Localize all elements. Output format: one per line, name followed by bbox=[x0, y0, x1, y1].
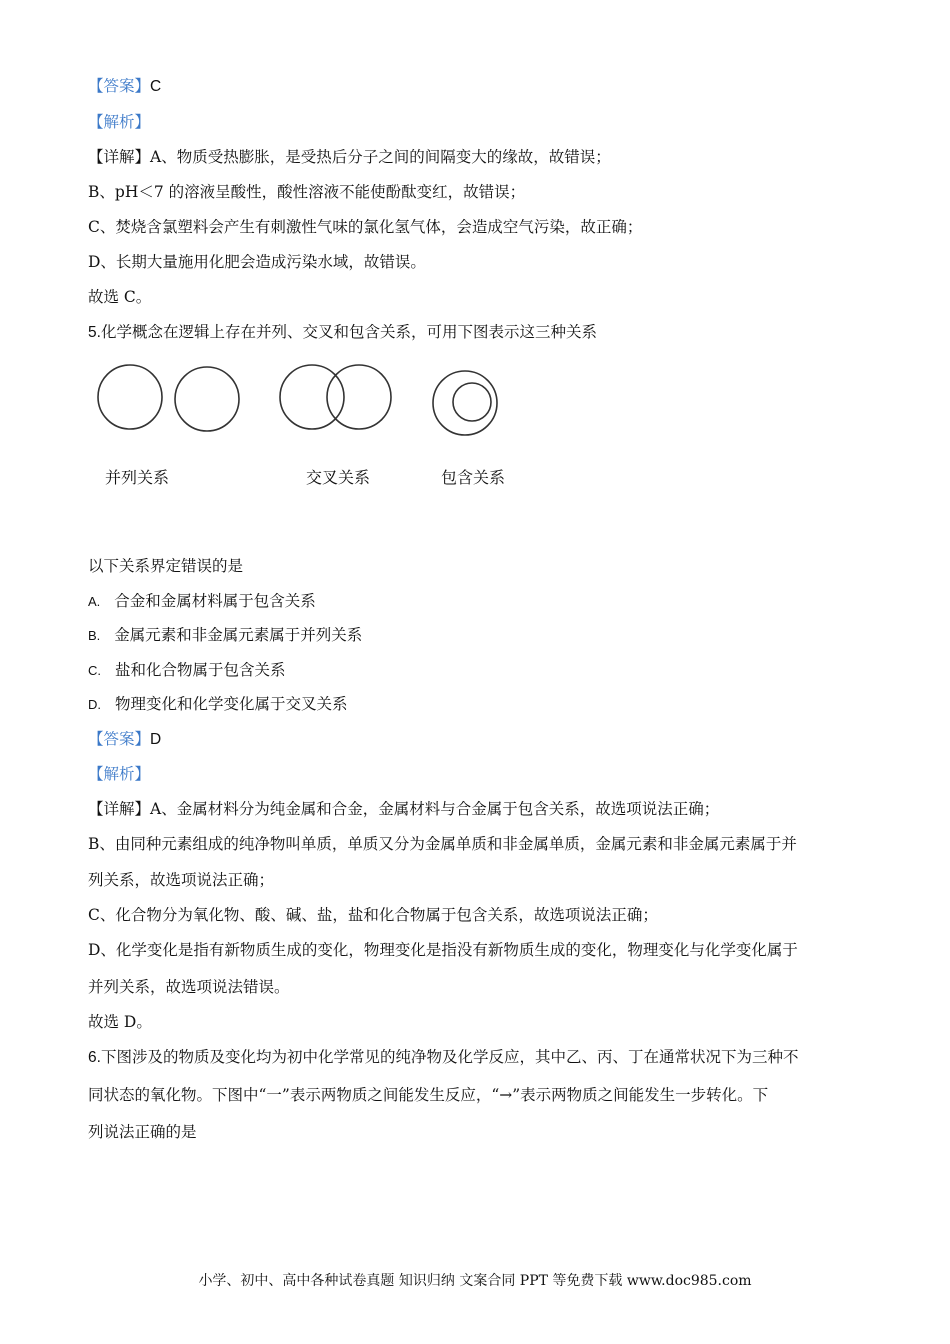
q4-answer-value: C bbox=[150, 78, 162, 95]
q4-conclusion: 故选 C。 bbox=[88, 288, 152, 306]
q5-detail-line: A、金属材料分为纯金属和合金，金属材料与合金属于包含关系，故选项说法正确； bbox=[150, 800, 720, 818]
parallel-circle-right bbox=[175, 367, 239, 431]
option-text: 物理变化和化学变化属于交叉关系 bbox=[115, 695, 348, 713]
option-text: 金属元素和非金属元素属于并列关系 bbox=[114, 626, 363, 644]
q6-stem-line1 bbox=[88, 1047, 798, 1068]
intersect-circle-left bbox=[280, 365, 344, 429]
q5-detail-a bbox=[88, 799, 719, 819]
q6-line1-text: 下图涉及的物质及变化均为初中化学常见的纯净物及化学反应，其中乙、丙、丁在通常状况下为三种不 bbox=[100, 1048, 799, 1066]
q5-question: 以下关系界定错误的是 bbox=[88, 557, 244, 575]
q4-analysis-label: 【解析】 bbox=[88, 113, 151, 131]
q5-answer bbox=[88, 729, 161, 750]
q5-option-a bbox=[88, 591, 316, 612]
q4-answer-label: 【答案】 bbox=[88, 77, 151, 95]
q5-answer-label: 【答案】 bbox=[88, 730, 151, 748]
q5-detail-c: C、化合物分为氧化物、酸、碱、盐，盐和化合物属于包含关系，故选项说法正确； bbox=[88, 906, 658, 924]
page-footer: 小学、初中、高中各种试卷真题 知识归纳 文案合同 PPT 等免费下载 www.doc985.com bbox=[198, 1273, 752, 1289]
q5-option-b bbox=[88, 625, 362, 646]
q5-analysis-label: 【解析】 bbox=[88, 765, 151, 783]
contain-circle-inner bbox=[453, 383, 491, 421]
q4-detail-c: C、焚烧含氯塑料会产生有刺激性气味的氯化氢气体，会造成空气污染，故正确； bbox=[88, 218, 643, 236]
q4-detail-b: B、pH＜7 的溶液呈酸性，酸性溶液不能使酚酞变红，故错误； bbox=[88, 183, 526, 201]
label-intersect: 交叉关系 bbox=[306, 468, 371, 487]
contain-circle-outer bbox=[433, 371, 497, 435]
q5-detail-d1: D、化学变化是指有新物质生成的变化，物理变化是指没有新物质生成的变化，物理变化与化学变化属于 bbox=[88, 941, 798, 959]
q5-number: 5. bbox=[88, 324, 101, 341]
q6-number: 6. bbox=[88, 1049, 101, 1066]
intersect-circle-right bbox=[327, 365, 391, 429]
parallel-circle-left bbox=[98, 365, 162, 429]
option-letter: B. bbox=[88, 628, 101, 643]
q5-detail-label: 【详解】 bbox=[88, 800, 151, 818]
label-contain: 包含关系 bbox=[441, 468, 506, 487]
option-text: 盐和化合物属于包含关系 bbox=[115, 661, 286, 679]
label-parallel: 并列关系 bbox=[105, 468, 170, 487]
option-letter: C. bbox=[88, 663, 101, 678]
q5-answer-value: D bbox=[150, 731, 162, 748]
q5-detail-b2: 列关系，故选项说法正确； bbox=[88, 871, 275, 889]
q5-option-c bbox=[88, 660, 286, 681]
q4-detail-line: A、物质受热膨胀，是受热后分子之间的间隔变大的缘故，故错误； bbox=[150, 148, 611, 166]
q4-detail-label: 【详解】 bbox=[88, 148, 151, 166]
option-letter: A. bbox=[88, 594, 101, 609]
q5-detail-d2: 并列关系，故选项说法错误。 bbox=[88, 978, 290, 996]
option-text: 合金和金属材料属于包含关系 bbox=[114, 592, 316, 610]
q6-stem-line2: 同状态的氧化物。下图中“一”表示两物质之间能发生反应，“→”表示两物质之间能发生一步转化。下 bbox=[88, 1086, 769, 1104]
q5-stem-text: 化学概念在逻辑上存在并列、交叉和包含关系，可用下图表示这三种关系 bbox=[100, 323, 597, 341]
q5-conclusion: 故选 D。 bbox=[88, 1013, 152, 1031]
q5-detail-b1: B、由同种元素组成的纯净物叫单质，单质又分为金属单质和非金属单质，金属元素和非金属元素属于并 bbox=[88, 835, 797, 853]
option-letter: D. bbox=[88, 697, 101, 712]
q5-option-d bbox=[88, 694, 348, 715]
relation-diagram bbox=[0, 0, 950, 520]
q6-stem-line3: 列说法正确的是 bbox=[88, 1123, 197, 1141]
q4-detail-d: D、长期大量施用化肥会造成污染水域，故错误。 bbox=[88, 253, 426, 271]
